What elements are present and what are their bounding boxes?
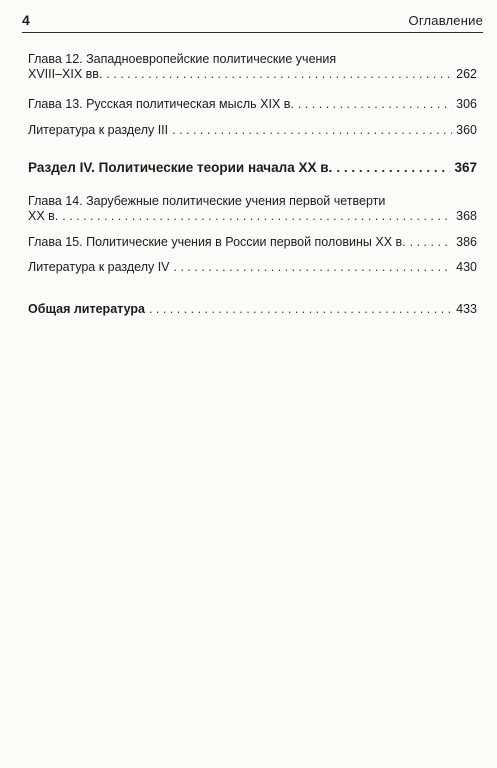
toc-entry-title: Литература к разделу III — [28, 123, 169, 137]
toc-entry-literature-iv[interactable] — [28, 260, 477, 275]
dot-leader — [298, 97, 452, 112]
toc-entry-page: 430 — [456, 260, 477, 274]
toc-entry-page: 386 — [456, 235, 477, 249]
toc-entry-chapter-13[interactable] — [28, 97, 477, 112]
toc-entry-chapter-14[interactable] — [28, 194, 477, 224]
page-number: 4 — [22, 12, 30, 28]
toc-entry-general-literature[interactable] — [28, 302, 477, 317]
toc-entry-title: XX в. — [28, 209, 59, 223]
toc-section-title: Раздел IV. Политические теории начала XX в. — [28, 160, 333, 175]
toc-entry-page: 367 — [454, 160, 477, 175]
toc-entry-page: 262 — [456, 67, 477, 81]
toc-entry-title: XVIII–XIX вв. — [28, 67, 103, 81]
toc-entry-literature-iii[interactable] — [28, 123, 477, 138]
dot-leader — [336, 160, 450, 175]
toc-entry-title-line: Глава 14. Зарубежные политические учения первой четверти — [28, 194, 386, 208]
running-head: Оглавление — [408, 13, 483, 28]
toc-entry-page: 433 — [456, 302, 477, 316]
dot-leader — [410, 235, 453, 250]
dot-leader — [174, 260, 453, 275]
toc-entry-page: 360 — [456, 123, 477, 137]
toc-entry-title: Общая литература — [28, 302, 145, 316]
toc-entry-chapter-12[interactable] — [28, 52, 477, 82]
page-header — [22, 8, 483, 33]
toc-entry-chapter-15[interactable] — [28, 235, 477, 250]
dot-leader — [149, 302, 452, 317]
show-through-background — [22, 280, 483, 768]
dot-leader — [62, 209, 452, 224]
toc-entry-page: 368 — [456, 209, 477, 223]
dot-leader — [172, 123, 452, 138]
toc-entry-page: 306 — [456, 97, 477, 111]
toc-entry-title: Литература к разделу IV — [28, 260, 170, 274]
toc-entry-title-line: Глава 12. Западноевропейские политические учения — [28, 52, 337, 66]
toc-entry-title: Глава 13. Русская политическая мысль XIX в. — [28, 97, 294, 111]
dot-leader — [106, 67, 452, 82]
toc-entry-title: Глава 15. Политические учения в России первой половины XX в. — [28, 235, 406, 249]
toc-entry-section-iv[interactable] — [28, 160, 477, 175]
